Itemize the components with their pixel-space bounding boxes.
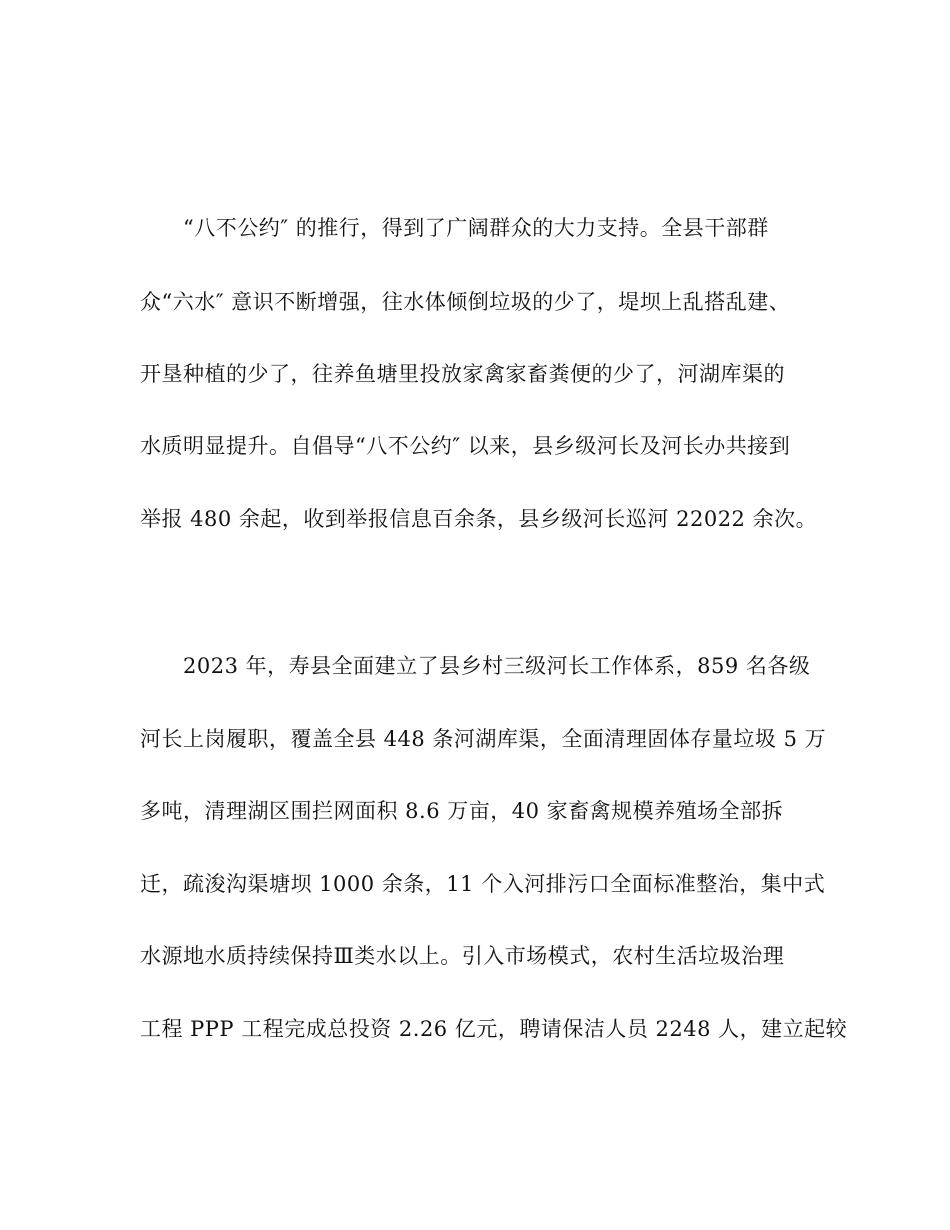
paragraph-1-line-3: 开垦种植的少了，往养鱼塘里投放家禽家畜粪便的少了，河湖库渠的 xyxy=(140,362,785,386)
paragraph-2-line-1: 2023 年，寿县全面建立了县乡村三级河长工作体系，859 名各级 xyxy=(183,654,811,678)
paragraph-1-line-1: “八不公约″ 的推行，得到了广阔群众的大力支持。全县干部群 xyxy=(183,216,769,240)
paragraph-2-line-4: 迁，疏浚沟渠塘坝 1000 余条，11 个入河排污口全面标准整治，集中式 xyxy=(140,872,826,896)
paragraph-2-line-5: 水源地水质持续保持Ⅲ类水以上。引入市场模式，农村生活垃圾治理 xyxy=(140,944,785,968)
paragraph-1-line-5: 举报 480 余起，收到举报信息百余条，县乡级河长巡河 22022 余次。 xyxy=(140,507,818,531)
paragraph-2-line-3: 多吨，清理湖区围拦网面积 8.6 万亩，40 家畜禽规模养殖场全部拆 xyxy=(140,799,784,823)
paragraph-2-line-2: 河长上岗履职，覆盖全县 448 条河湖库渠，全面清理固体存量垃圾 5 万 xyxy=(140,727,827,751)
paragraph-1-line-2: 众“六水″ 意识不断增强，往水体倾倒垃圾的少了，堤坝上乱搭乱建、 xyxy=(140,290,791,314)
paragraph-2-line-6: 工程 PPP 工程完成总投资 2.26 亿元，聘请保洁人员 2248 人，建立起较 xyxy=(140,1017,848,1041)
paragraph-1-line-4: 水质明显提升。自倡导“八不公约″ 以来，县乡级河长及河长办共接到 xyxy=(140,434,791,458)
